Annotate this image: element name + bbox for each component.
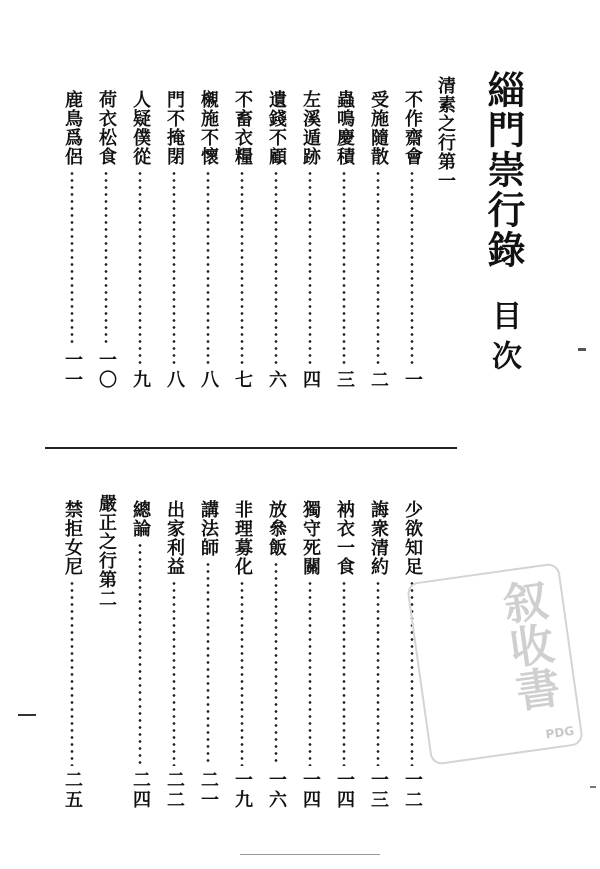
toc-entry bbox=[261, 500, 291, 810]
margin-mark bbox=[578, 348, 586, 351]
entry-title: 門不掩閉 bbox=[164, 90, 185, 166]
toc-entry bbox=[261, 90, 291, 390]
toc-entry bbox=[159, 500, 189, 810]
entry-page: 一四 bbox=[300, 770, 321, 810]
entry-title: 放叅飯 bbox=[266, 500, 287, 557]
entry-page: 三 bbox=[334, 370, 355, 390]
entry-page: 二 bbox=[368, 370, 389, 390]
toc-entry bbox=[295, 500, 325, 810]
entry-page: 一六 bbox=[266, 770, 287, 810]
toc-entry bbox=[91, 90, 121, 390]
toc-entry bbox=[329, 500, 359, 810]
section-divider bbox=[45, 447, 457, 449]
entry-page: 八 bbox=[164, 370, 185, 390]
toc-entry bbox=[57, 500, 87, 810]
entry-title: 受施隨散 bbox=[368, 90, 389, 166]
dot-leader bbox=[329, 580, 359, 766]
entry-page: 二五 bbox=[62, 770, 83, 810]
entry-title: 獨守死關 bbox=[300, 500, 321, 576]
toc-entry bbox=[193, 500, 223, 810]
entry-title: 出家利益 bbox=[164, 500, 185, 576]
dot-leader bbox=[125, 170, 155, 366]
dot-leader bbox=[193, 170, 223, 366]
entry-title: 人疑僕從 bbox=[130, 90, 151, 166]
margin-mark bbox=[18, 714, 36, 716]
page-subtitle: 目次 bbox=[486, 300, 521, 380]
entry-page: 一〇 bbox=[96, 350, 117, 390]
dot-leader bbox=[193, 561, 223, 766]
toc-entry bbox=[295, 90, 325, 390]
scan-line bbox=[240, 854, 380, 855]
entry-title: 鹿鳥爲侶 bbox=[62, 90, 83, 166]
margin-mark bbox=[590, 786, 596, 788]
entry-page: 二四 bbox=[130, 770, 151, 810]
entry-title: 左溪遁跡 bbox=[300, 90, 321, 166]
page-title: 緇門崇行錄 bbox=[481, 70, 526, 270]
dot-leader bbox=[227, 170, 257, 366]
entry-page: 九 bbox=[130, 370, 151, 390]
entry-title: 總論 bbox=[130, 500, 151, 538]
dot-leader bbox=[159, 170, 189, 366]
library-stamp bbox=[406, 562, 584, 766]
entry-title: 蟲鳴慶積 bbox=[334, 90, 355, 166]
entry-page: 七 bbox=[232, 370, 253, 390]
dot-leader bbox=[261, 170, 291, 366]
section-heading: 嚴正之行第二 bbox=[96, 494, 117, 608]
dot-leader bbox=[91, 170, 121, 346]
dot-leader bbox=[295, 580, 325, 766]
dot-leader bbox=[261, 561, 291, 766]
toc-entry bbox=[57, 90, 87, 390]
toc-entry bbox=[125, 90, 155, 390]
entry-title: 不作齋會 bbox=[402, 90, 423, 166]
entry-page: 一九 bbox=[232, 770, 253, 810]
entry-title: 誨衆清約 bbox=[368, 500, 389, 576]
entry-title: 禁拒女尼 bbox=[62, 500, 83, 576]
stamp-text: 叙收書 bbox=[492, 576, 562, 715]
section-heading: 清素之行第一 bbox=[435, 76, 456, 190]
toc-entry bbox=[363, 90, 393, 390]
entry-page: 二二 bbox=[164, 770, 185, 810]
dot-leader bbox=[329, 170, 359, 366]
dot-leader bbox=[57, 170, 87, 346]
entry-title: 荷衣松食 bbox=[96, 90, 117, 166]
dot-leader bbox=[227, 580, 257, 766]
toc-entry bbox=[397, 90, 427, 390]
toc-entry bbox=[363, 500, 393, 810]
toc-entry bbox=[227, 500, 257, 810]
toc-entry bbox=[159, 90, 189, 390]
stamp-label: PDG bbox=[544, 723, 576, 742]
entry-title: 櫬施不懷 bbox=[198, 90, 219, 166]
dot-leader bbox=[57, 580, 87, 766]
toc-entry bbox=[227, 90, 257, 390]
entry-title: 衲衣一食 bbox=[334, 500, 355, 576]
entry-page: 一四 bbox=[334, 770, 355, 810]
dot-leader bbox=[125, 542, 155, 766]
entry-title: 遺錢不顧 bbox=[266, 90, 287, 166]
entry-page: 一 bbox=[402, 370, 423, 390]
dot-leader bbox=[295, 170, 325, 366]
entry-page: 一二 bbox=[402, 770, 423, 810]
dot-leader bbox=[397, 170, 427, 366]
entry-page: 二一 bbox=[198, 770, 219, 810]
entry-page: 八 bbox=[198, 370, 219, 390]
dot-leader bbox=[159, 580, 189, 766]
dot-leader bbox=[363, 580, 393, 766]
toc-entry bbox=[125, 500, 155, 810]
toc-entry bbox=[193, 90, 223, 390]
entry-page: 一一 bbox=[62, 350, 83, 390]
entry-title: 非理募化 bbox=[232, 500, 253, 576]
entry-title: 講法師 bbox=[198, 500, 219, 557]
entry-page: 四 bbox=[300, 370, 321, 390]
toc-entry bbox=[329, 90, 359, 390]
entry-page: 六 bbox=[266, 370, 287, 390]
dot-leader bbox=[363, 170, 393, 366]
entry-title: 少欲知足 bbox=[402, 500, 423, 576]
entry-title: 不畜衣糧 bbox=[232, 90, 253, 166]
entry-page: 一三 bbox=[368, 770, 389, 810]
